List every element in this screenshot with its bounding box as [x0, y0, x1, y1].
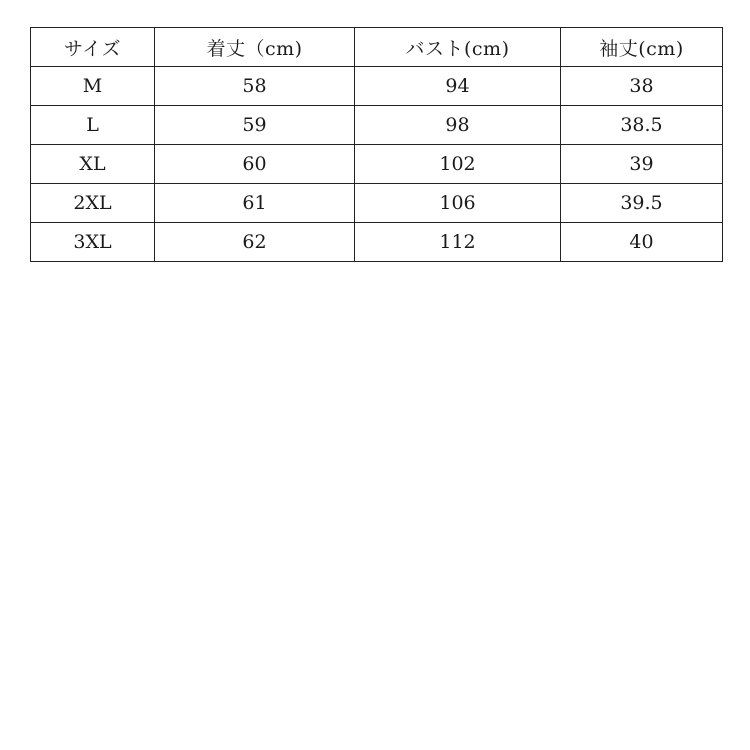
table-row [31, 106, 723, 145]
cell-size: XL [31, 145, 155, 184]
cell-sleeve: 38.5 [561, 106, 723, 145]
cell-bust: 98 [355, 106, 561, 145]
cell-size: 3XL [31, 223, 155, 262]
cell-bust: 112 [355, 223, 561, 262]
cell-length: 58 [155, 67, 355, 106]
table-body [31, 67, 723, 262]
cell-sleeve: 39 [561, 145, 723, 184]
cell-sleeve: 39.5 [561, 184, 723, 223]
cell-length: 62 [155, 223, 355, 262]
cell-bust: 94 [355, 67, 561, 106]
cell-length: 61 [155, 184, 355, 223]
header-length: 着丈（cm) [155, 28, 355, 67]
cell-bust: 102 [355, 145, 561, 184]
table-row [31, 223, 723, 262]
table-row [31, 184, 723, 223]
cell-sleeve: 38 [561, 67, 723, 106]
table-header [31, 28, 723, 67]
cell-length: 59 [155, 106, 355, 145]
cell-size: M [31, 67, 155, 106]
header-row [31, 28, 723, 67]
cell-bust: 106 [355, 184, 561, 223]
size-chart-table [30, 27, 723, 262]
cell-length: 60 [155, 145, 355, 184]
cell-size: 2XL [31, 184, 155, 223]
header-bust: バスト(cm) [355, 28, 561, 67]
header-size: サイズ [31, 28, 155, 67]
table-row [31, 145, 723, 184]
cell-size: L [31, 106, 155, 145]
table-row [31, 67, 723, 106]
cell-sleeve: 40 [561, 223, 723, 262]
header-sleeve: 袖丈(cm) [561, 28, 723, 67]
